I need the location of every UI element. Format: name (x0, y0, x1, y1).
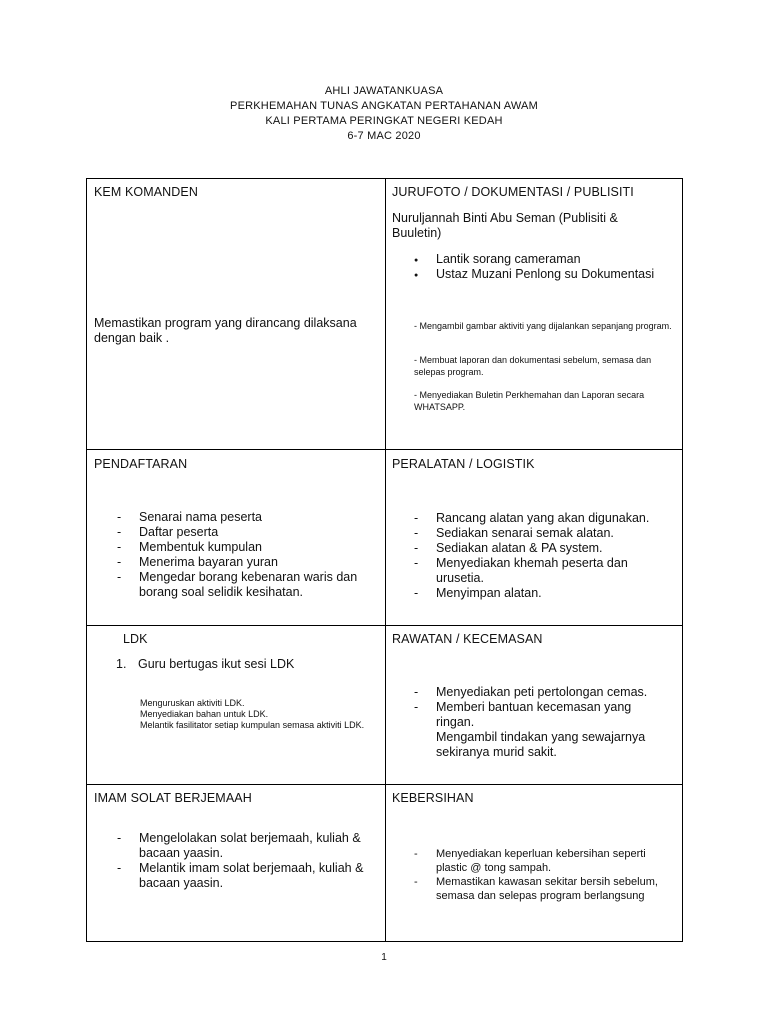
note-text: - Menyediakan Buletin Perkhemahan dan Laporan secara WHATSAPP. (414, 390, 645, 412)
cell-kem-komanden (87, 179, 386, 450)
cell-title: RAWATAN / KECEMASAN (392, 632, 543, 646)
list-item: ● Ustaz Muzani Penlong su Dokumentasi (414, 267, 679, 282)
cell-imam (87, 785, 386, 942)
list-item: ● Lantik sorang cameraman (414, 252, 679, 267)
ldk-notes (140, 698, 376, 731)
cell-pendaftaran (87, 450, 386, 626)
committee-table (86, 178, 683, 942)
list-item: - Membentuk kumpulan (117, 540, 379, 555)
list-item: - Menyediakan peti pertolongan cemas. (414, 685, 659, 700)
cell-title: LDK (123, 632, 148, 646)
header-line-4: 6-7 MAC 2020 (347, 130, 421, 142)
list-item: - Daftar peserta (117, 525, 379, 540)
note-text: - Membuat laporan dan dokumentasi sebelum, semasa dan selepas program. (414, 355, 652, 377)
note-text: Menguruskan aktiviti LDK. (140, 698, 245, 708)
cell-kebersihan (386, 785, 683, 942)
list-item: - Mengedar borang kebenaran waris dan borang soal selidik kesihatan. (117, 570, 379, 600)
cell-rawatan (386, 626, 683, 785)
header-line-2: PERKHEMAHAN TUNAS ANGKATAN PERTAHANAN AWAM (230, 100, 538, 112)
document-header (0, 84, 768, 144)
numbered-list (116, 657, 376, 672)
note-text: Menyediakan bahan untuk LDK. (140, 709, 269, 719)
dash-list (117, 510, 379, 600)
note-text: - Mengambil gambar aktiviti yang dijalankan sepanjang program. (414, 321, 672, 331)
page-number: 1 (381, 952, 387, 963)
list-item: - Senarai nama peserta (117, 510, 379, 525)
list-item: - Menyediakan keperluan kebersihan seperti plastic @ tong sampah. (414, 847, 676, 875)
dash-list (414, 511, 676, 601)
list-item (116, 657, 376, 672)
list-item: - Menyediakan khemah peserta dan urusetia. (414, 556, 676, 586)
cell-title: KEM KOMANDEN (94, 185, 198, 199)
list-item: - Menerima bayaran yuran (117, 555, 379, 570)
list-item: - Sediakan alatan & PA system. (414, 541, 676, 556)
list-item: - Sediakan senarai semak alatan. (414, 526, 676, 541)
list-item-text: Guru bertugas ikut sesi LDK (138, 657, 295, 671)
cell-peralatan (386, 450, 683, 626)
cell-ldk (87, 626, 386, 785)
header-line-3: KALI PERTAMA PERINGKAT NEGERI KEDAH (265, 115, 503, 127)
list-item: - Mengelolakan solat berjemaah, kuliah & bacaan yaasin. (117, 831, 379, 861)
person-name: Nuruljannah Binti Abu Seman (Publisiti & Buuletin) (392, 211, 618, 240)
list-item: - Rancang alatan yang akan digunakan. (414, 511, 676, 526)
dash-list (414, 685, 659, 730)
list-item: - Memberi bantuan kecemasan yang ringan. (414, 700, 659, 730)
cell-jurufoto (386, 179, 683, 450)
cell-title: PERALATAN / LOGISTIK (392, 457, 535, 471)
list-item: - Melantik imam solat berjemaah, kuliah & bacaan yaasin. (117, 861, 379, 891)
cell-title: KEBERSIHAN (392, 791, 474, 805)
header-line-1: AHLI JAWATANKUASA (324, 85, 444, 97)
dash-list (117, 831, 379, 891)
dash-list (414, 847, 676, 903)
list-item: - Memastikan kawasan sekitar bersih sebelum, semasa dan selepas program berlangsung (414, 875, 676, 903)
cell-title: IMAM SOLAT BERJEMAAH (94, 791, 252, 805)
list-item: - Menyimpan alatan. (414, 586, 676, 601)
list-number: 1. (116, 657, 127, 671)
cell-title: JURUFOTO / DOKUMENTASI / PUBLISITI (392, 185, 634, 199)
bullet-list (414, 252, 679, 282)
extra-text: Mengambil tindakan yang sewajarnya sekiranya murid sakit. (436, 730, 646, 759)
note-text: Melantik fasilitator setiap kumpulan semasa aktiviti LDK. (140, 720, 365, 730)
cell-description: Memastikan program yang dirancang dilaksana dengan baik . (94, 316, 357, 345)
cell-title: PENDAFTARAN (94, 457, 188, 471)
